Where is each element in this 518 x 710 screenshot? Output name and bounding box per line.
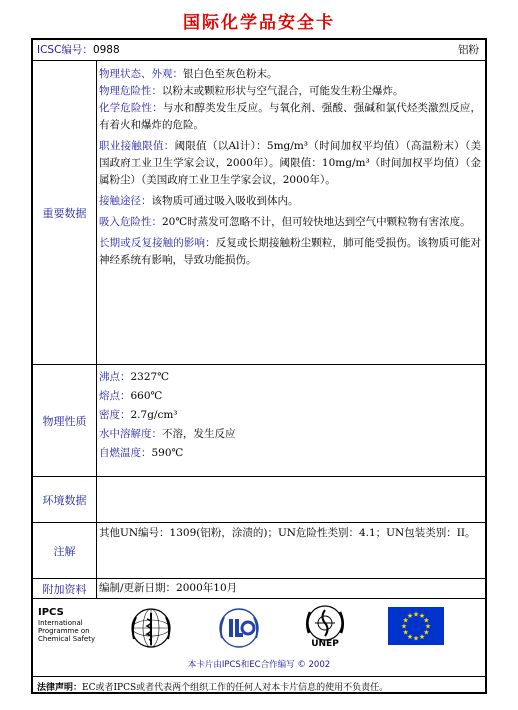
important-data-label: 重要数据 (33, 61, 97, 364)
notes-row (33, 522, 485, 578)
notes-label: 注解 (33, 523, 97, 578)
physical-properties-row (33, 364, 485, 476)
important-item: 物理危险性：以粉末或颗粒形状与空气混合，可能发生粉尘爆炸。 (99, 85, 404, 97)
card-title: 国际化学品安全卡 (183, 13, 335, 33)
important-item: 吸入危险性：20℃时蒸发可忽略不计，但可较快地达到空气中颗粒物有害浓度。 (99, 216, 471, 228)
additional-info-label: 附加资料 (33, 579, 97, 598)
environment-data-content (99, 477, 481, 522)
eu-star-icon: ★ (400, 622, 408, 631)
important-item: 物理状态、外观：银白色至灰色粉末。 (99, 68, 278, 80)
important-data-content (99, 66, 481, 364)
ilo-emblem-icon (216, 605, 262, 651)
header-row (33, 40, 485, 60)
eu-star-icon: ★ (424, 622, 432, 631)
eu-star-icon: ★ (406, 612, 414, 621)
important-item: 长期或反复接触的影响：反复或长期接触粉尘颗粒，肺可能受损伤。该物质可能对神经系统有影响，导致功能损伤。 (99, 237, 482, 266)
property-item: 密度：2.7g/cm³ (99, 409, 178, 421)
physical-properties-label: 物理性质 (33, 365, 97, 476)
property-item: 熔点：660℃ (99, 390, 163, 402)
credit-text: 本卡片由IPCS和EC合作编写 © 2002 (187, 660, 331, 670)
notes-content: 其他UN编号：1309(铝粉，涂渍的)；UN危险性类别：4.1；UN包装类别：II。 (99, 527, 476, 539)
eu-star-icon: ★ (402, 616, 409, 625)
eu-flag-icon (388, 607, 444, 645)
chemical-name: 铝粉 (458, 44, 479, 56)
eu-star-icon: ★ (412, 634, 420, 643)
additional-info-row (33, 578, 485, 598)
icsc-id-value: 0988 (92, 44, 120, 56)
property-item: 自燃温度：590℃ (99, 447, 184, 459)
property-item: 水中溶解度：不溶，发生反应 (99, 428, 236, 440)
icsc-id-label: ICSC编号： (37, 44, 93, 56)
eu-star-icon: ★ (412, 610, 420, 619)
safety-card (31, 38, 487, 694)
environment-data-row (33, 476, 485, 522)
eu-star-icon: ★ (406, 632, 414, 641)
physical-properties-content (99, 368, 481, 476)
legal-statement: 法律声明：EC或者IPCS或者代表两个组织工作的任何人对本卡片信息的使用不负责任。 (37, 683, 389, 693)
environment-data-label: 环境数据 (33, 477, 97, 522)
important-item: 化学危险性：与水和醇类发生反应。与氧化剂、强酸、强碱和氯代烃类激烈反应，有着火和爆炸的危险。 (99, 102, 482, 131)
property-item: 沸点：2327℃ (99, 371, 169, 383)
important-item: 职业接触限值：阈限值（以Al计）：5mg/m³（时间加权平均值）（高温粉末）（美国政府工业卫生学家会议，2000年）。阈限值：10mg/m³（时间加权平均值）（金属粉尘）（美国政府工业卫生学家会议，2000年）。 (99, 140, 481, 186)
logos-row (33, 598, 485, 676)
important-item: 接触途径：该物质可通过吸入吸收到体内。 (99, 195, 299, 207)
who-emblem-icon (128, 605, 174, 651)
unep-label: UNEP (311, 639, 339, 649)
ipcs-logo: IPCS International Programme on Chemical Safety (38, 607, 96, 643)
legal-row (33, 676, 485, 694)
logos-area (33, 599, 485, 677)
important-data-row (33, 60, 485, 364)
eu-star-icon: ★ (423, 628, 430, 637)
icsc-id (37, 42, 120, 57)
eu-star-icon: ★ (418, 632, 426, 641)
eu-star-icon: ★ (402, 628, 409, 637)
eu-star-icon: ★ (418, 612, 426, 621)
additional-info-content: 编制/更新日期：2000年10月 (99, 582, 238, 594)
eu-star-icon: ★ (423, 616, 430, 625)
